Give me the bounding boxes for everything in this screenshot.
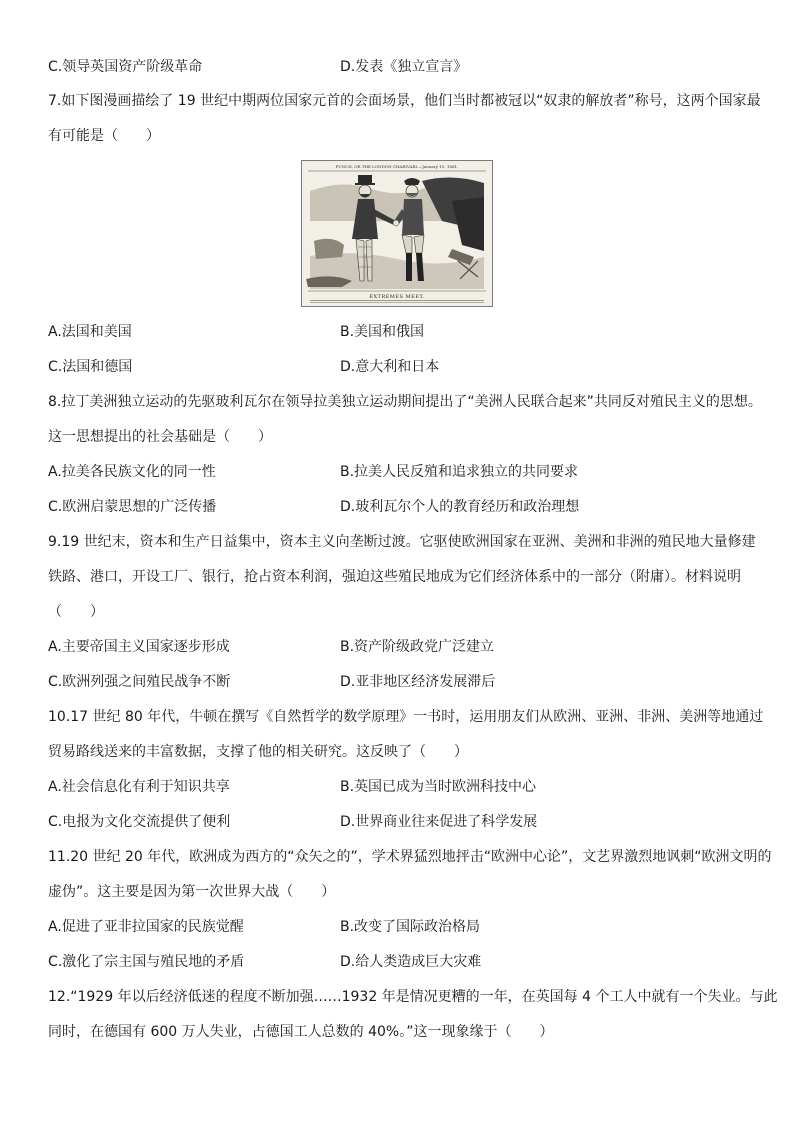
option-8b: B.拉美人民反殖和追求独立的共同要求 [340, 464, 579, 480]
option-9d: D.亚非地区经济发展滞后 [340, 674, 496, 690]
option-6d: D.发表《独立宣言》 [340, 59, 468, 75]
question-11-line-1: 11.20 世纪 20 年代，欧洲成为西方的“众矢之的”，学术界猛烈地抨击“欧洲中心论”，文艺界激烈地讽刺“欧洲文明的 [48, 849, 772, 865]
question-10-line-1: 10.17 世纪 80 年代，牛顿在撰写《自然哲学的数学原理》一书时，运用朋友们从欧洲、亚洲、非洲、美洲等地通过 [48, 709, 764, 725]
option-8a: A.拉美各民族文化的同一性 [48, 464, 216, 480]
question-8-line-1: 8.拉丁美洲独立运动的先驱玻利瓦尔在领导拉美独立运动期间提出了“美洲人民联合起来”共同反对殖民主义的思想。 [48, 394, 762, 410]
question-7-line-2: 有可能是（ ） [48, 128, 160, 144]
option-11b: B.改变了国际政治格局 [340, 919, 481, 935]
cartoon-caption: EXTREMES MEET. [369, 294, 425, 300]
option-8c: C.欧洲启蒙思想的广泛传播 [48, 499, 217, 515]
option-10b: B.英国已成为当时欧洲科技中心 [340, 779, 537, 795]
question-10-line-2: 贸易路线送来的丰富数据，支撑了他的相关研究。这反映了（ ） [48, 744, 468, 760]
question-12-line-1: 12.“1929 年以后经济低迷的程度不断加强……1932 年是情况更糟的一年，在英国每 4 个工人中就有一个失业。与此 [48, 989, 778, 1005]
option-11d: D.给人类造成巨大灾难 [340, 954, 482, 970]
option-7c: C.法国和德国 [48, 359, 133, 375]
cartoon-header: PUNCH, OR THE LONDON CHARIVARI.—January 19, 1861. [335, 164, 459, 169]
question-9-line-1: 9.19 世纪末，资本和生产日益集中，资本主义向垄断过渡。它驱使欧洲国家在亚洲、美洲和非洲的殖民地大量修建 [48, 534, 756, 550]
option-8d: D.玻利瓦尔个人的教育经历和政治理想 [340, 499, 580, 515]
question-9-line-2: 铁路、港口，开设工厂、银行，抢占资本利润，强迫这些殖民地成为它们经济体系中的一部分（附庸）。材料说明 [48, 569, 741, 585]
option-11a: A.促进了亚非拉国家的民族觉醒 [48, 919, 244, 935]
option-6c: C.领导英国资产阶级革命 [48, 59, 203, 75]
option-7d: D.意大利和日本 [340, 359, 440, 375]
cartoon-figure [301, 160, 493, 307]
option-9b: B.资产阶级政党广泛建立 [340, 639, 495, 655]
option-10d: D.世界商业往来促进了科学发展 [340, 814, 538, 830]
question-7-line-1: 7.如下图漫画描绘了 19 世纪中期两位国家元首的会面场景，他们当时都被冠以“奴隶的解放者”称号，这两个国家最 [48, 93, 761, 109]
option-10c: C.电报为文化交流提供了便利 [48, 814, 231, 830]
cartoon-illustration [302, 161, 492, 306]
option-9c: C.欧洲列强之间殖民战争不断 [48, 674, 231, 690]
question-8-line-2: 这一思想提出的社会基础是（ ） [48, 429, 272, 445]
option-7a: A.法国和美国 [48, 324, 132, 340]
option-11c: C.激化了宗主国与殖民地的矛盾 [48, 954, 245, 970]
question-12-line-2: 同时，在德国有 600 万人失业，占德国工人总数的 40%。”这一现象缘于（ ） [48, 1024, 554, 1040]
question-9-line-3: （ ） [48, 604, 104, 620]
question-11-line-2: 虚伪”。这主要是因为第一次世界大战（ ） [48, 884, 336, 900]
option-10a: A.社会信息化有利于知识共享 [48, 779, 230, 795]
option-9a: A.主要帝国主义国家逐步形成 [48, 639, 230, 655]
option-7b: B.美国和俄国 [340, 324, 425, 340]
